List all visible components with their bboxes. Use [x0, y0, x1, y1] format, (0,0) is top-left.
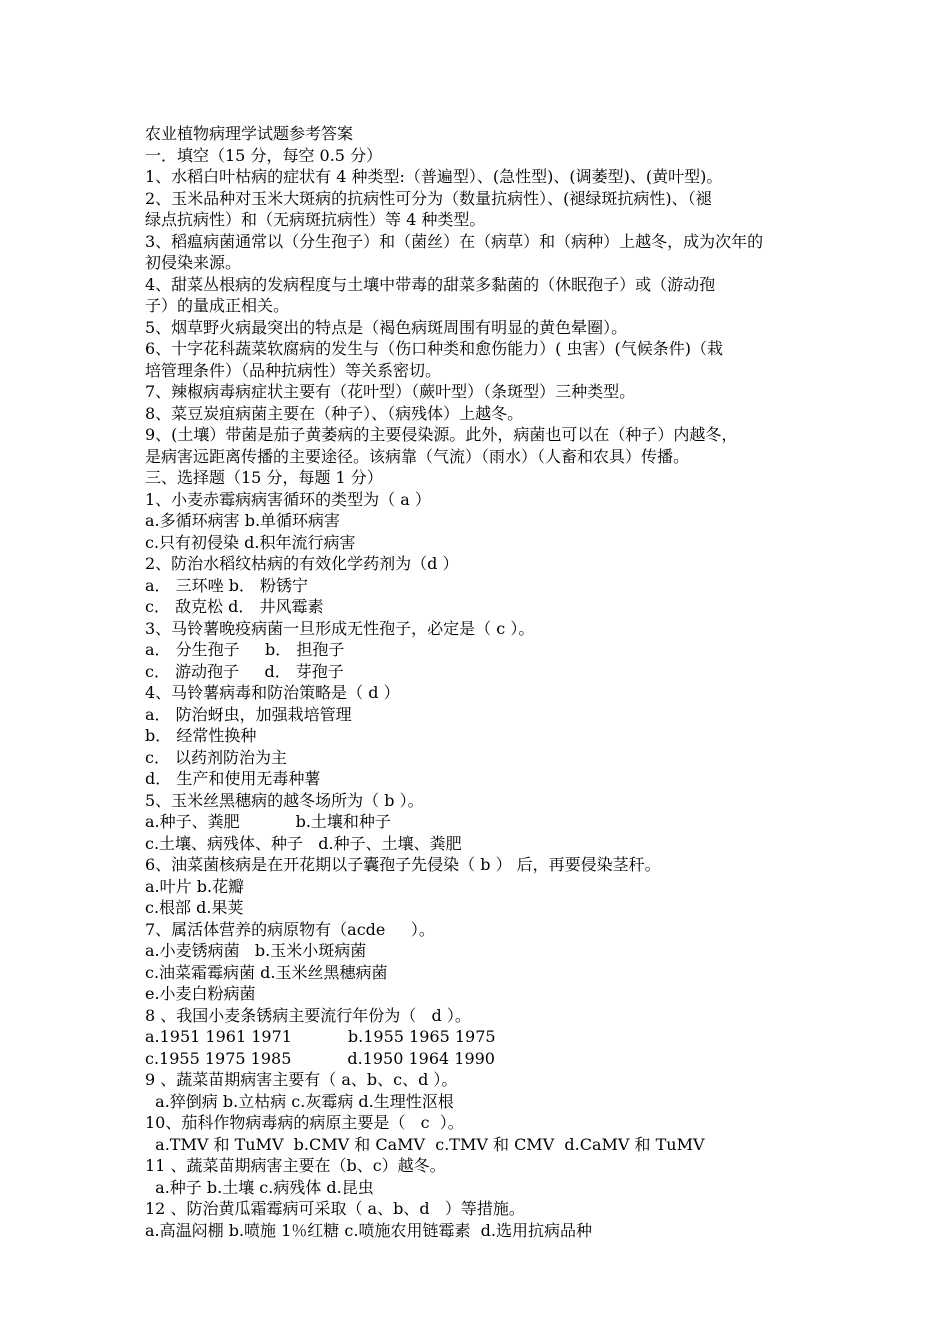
text-line: a.TMV 和 TuMV b.CMV 和 CaMV c.TMV 和 CMV d.CaMV 和 TuMV	[145, 1134, 705, 1154]
text-line: 2、防治水稻纹枯病的有效化学药剂为（d ）	[145, 554, 459, 573]
text-line: d． 生产和使用无毒种薯	[145, 769, 321, 788]
document-lines	[145, 145, 825, 1242]
text-line: 2、玉米品种对玉米大斑病的抗病性可分为（数量抗病性）、(褪绿斑抗病性)、（褪	[145, 188, 712, 208]
text-line: 7、属活体营养的病原物有（acde ）。	[145, 919, 435, 939]
text-line: 是病害远距离传播的主要途径。该病靠（气流）（雨水）（人畜和农具）传播。	[145, 446, 690, 466]
text-line: c.油菜霜霉病菌 d.玉米丝黑穗病菌	[145, 962, 388, 982]
text-line: a.多循环病害 b.单循环病害	[145, 511, 341, 530]
text-line: 4、甜菜丛根病的发病程度与土壤中带毒的甜菜多黏菌的（休眠孢子）或（游动孢	[145, 274, 716, 294]
text-line: 6、十字花科蔬菜软腐病的发生与（伤口种类和愈伤能力）( 虫害）(气候条件)（栽	[145, 339, 723, 358]
text-line: a.猝倒病 b.立枯病 c.灰霉病 d.生理性沤根	[145, 1091, 454, 1111]
text-line: b． 经常性换种	[145, 726, 257, 745]
text-line: 1、小麦赤霉病病害循环的类型为（ a ）	[145, 489, 431, 509]
text-line: 3、稻瘟病菌通常以（分生孢子）和（菌丝）在（病草）和（病种）上越冬，成为次年的	[145, 231, 764, 251]
text-line: 8、菜豆炭疽病菌主要在（种子）、（病残体）上越冬。	[145, 403, 524, 423]
text-line: 9、(土壤）带菌是茄子黄萎病的主要侵染源。此外，病菌也可以在（种子）内越冬，	[145, 425, 738, 444]
text-line: a.叶片 b.花瓣	[145, 876, 245, 896]
text-line: c． 游动孢子 d． 芽孢子	[145, 661, 344, 681]
text-line: a． 三环唑 b． 粉锈宁	[145, 575, 309, 595]
text-line: 培管理条件）（品种抗病性）等关系密切。	[145, 360, 442, 380]
text-line: 6、油菜菌核病是在开花期以子囊孢子先侵染（ b ） 后，再要侵染茎秆。	[145, 855, 661, 874]
text-line: c． 敌克松 d． 井风霉素	[145, 597, 324, 616]
text-line: 7、辣椒病毒病症状主要有（花叶型）（蕨叶型）（条斑型）三种类型。	[145, 382, 636, 401]
text-line: 4、马铃薯病毒和防治策略是（ d ）	[145, 683, 400, 702]
text-line: a.种子、粪肥 b.土壤和种子	[145, 812, 391, 831]
text-line: 9 、蔬菜苗期病害主要有（ a、b、c、d ）。	[145, 1070, 458, 1089]
text-line: 10、茄科作物病毒病的病原主要是（ c ）。	[145, 1113, 464, 1132]
text-line: 11 、蔬菜苗期病害主要在（b、c）越冬。	[145, 1156, 446, 1175]
text-line: 8 、我国小麦条锈病主要流行年份为（ d ）。	[145, 1005, 471, 1025]
text-line: c.1955 1975 1985 d.1950 1964 1990	[145, 1048, 495, 1068]
document-body	[145, 123, 825, 1241]
text-line: c.根部 d.果荚	[145, 898, 244, 917]
text-line: 1、水稻白叶枯病的症状有 4 种类型:（普遍型）、(急性型)、(调萎型)、(黄叶型)。	[145, 167, 723, 186]
text-line: a.小麦锈病菌 b.玉米小斑病菌	[145, 941, 367, 960]
document-title: 农业植物病理学试题参考答案	[145, 124, 354, 143]
text-line: 一．填空（15 分，每空 0.5 分）	[145, 145, 383, 165]
text-line: 初侵染来源。	[145, 253, 242, 272]
text-line: c.土壤、病残体、种子 d.种子、土壤、粪肥	[145, 833, 462, 853]
text-line: e.小麦白粉病菌	[145, 984, 256, 1003]
text-line: a． 防治蚜虫，加强栽培管理	[145, 704, 352, 724]
text-line: 5、烟草野火病最突出的特点是（褐色病斑周围有明显的黄色晕圈）。	[145, 317, 628, 337]
text-line: 子）的量成正相关。	[145, 296, 290, 315]
text-line: 12 、防治黄瓜霜霉病可采取（ a、b、d ）等措施。	[145, 1199, 525, 1218]
text-line: 3、马铃薯晚疫病菌一旦形成无性孢子，必定是（ c ）。	[145, 618, 535, 638]
text-line: a.1951 1961 1971 b.1955 1965 1975	[145, 1027, 496, 1046]
text-line: 绿点抗病性）和（无病斑抗病性）等 4 种类型。	[145, 210, 486, 229]
text-line: 三、选择题（15 分，每题 1 分）	[145, 468, 383, 487]
text-line: c.只有初侵染 d.积年流行病害	[145, 532, 356, 552]
text-line: a． 分生孢子 b． 担孢子	[145, 640, 345, 659]
text-line: 5、玉米丝黑穗病的越冬场所为（ b ）。	[145, 790, 424, 810]
text-line: a.种子 b.土壤 c.病残体 d.昆虫	[145, 1177, 374, 1197]
text-line: a.高温闷棚 b.喷施 1％红糖 c.喷施农用链霉素 d.选用抗病品种	[145, 1220, 592, 1240]
text-line: c． 以药剂防治为主	[145, 747, 288, 767]
